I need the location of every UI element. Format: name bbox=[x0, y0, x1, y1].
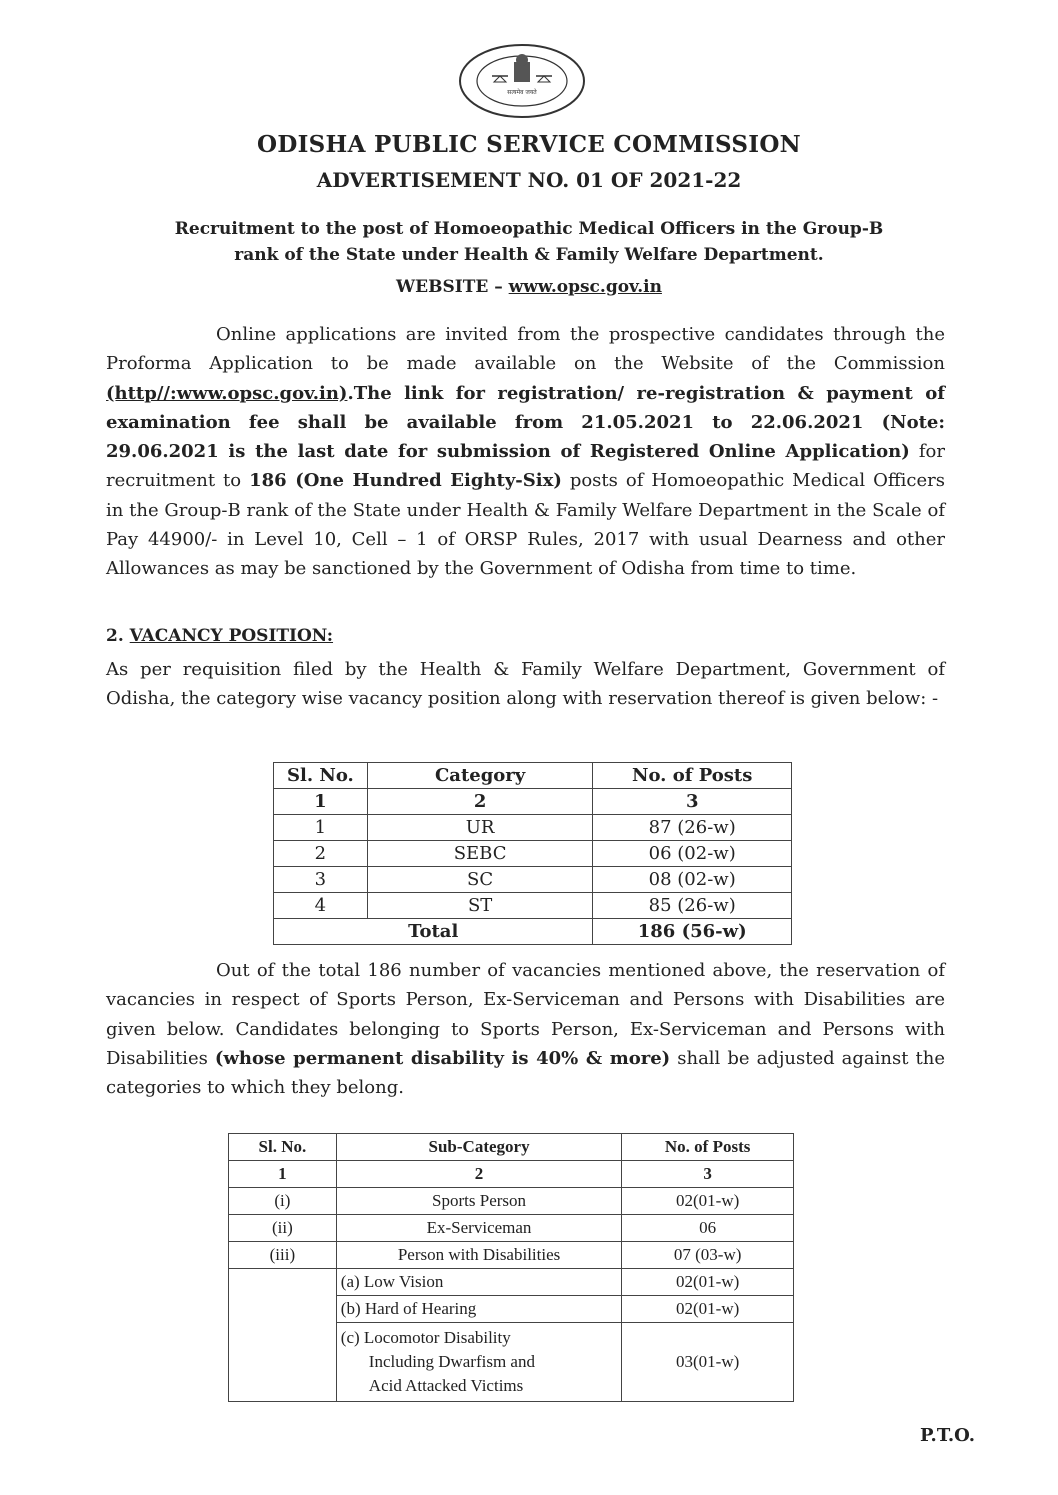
table-cell: 06 (02-w) bbox=[593, 841, 792, 867]
table-row bbox=[274, 867, 792, 893]
intro-text-1: Online applications are invited from the prospective candidates through the Proforma Application to be made available on the Website of the Commission bbox=[106, 324, 945, 375]
total-label: Total bbox=[274, 919, 593, 945]
table-cell: 03(01-w) bbox=[622, 1323, 794, 1402]
table-cell-empty bbox=[229, 1269, 337, 1402]
pto-label: P.T.O. bbox=[920, 1425, 976, 1446]
subject-line-2: rank of the State under Health & Family Welfare Department. bbox=[234, 245, 824, 265]
numbering-cell: 2 bbox=[367, 789, 593, 815]
commission-seal-icon bbox=[456, 42, 588, 120]
table-cell: 3 bbox=[274, 867, 368, 893]
advertisement-number: ADVERTISEMENT NO. 01 OF 2021-22 bbox=[316, 168, 742, 192]
table-total-row bbox=[274, 919, 792, 945]
table-header-row bbox=[274, 763, 792, 789]
table-cell: 06 bbox=[622, 1215, 794, 1242]
section-title: VACANCY POSITION: bbox=[129, 626, 334, 646]
sub-line: Including Dwarfism and bbox=[368, 1352, 535, 1371]
numbering-cell: 3 bbox=[593, 789, 792, 815]
table-row bbox=[274, 893, 792, 919]
table-cell: 07 (03-w) bbox=[622, 1242, 794, 1269]
reservation-paragraph bbox=[106, 956, 945, 1102]
table-numbering-row bbox=[274, 789, 792, 815]
header-cell: No. of Posts bbox=[622, 1134, 794, 1161]
table-cell: (b) Hard of Hearing bbox=[336, 1296, 622, 1323]
website-label: WEBSITE – bbox=[396, 277, 509, 297]
table-cell: 1 bbox=[274, 815, 368, 841]
table-cell: (iii) bbox=[229, 1242, 337, 1269]
table-cell: 87 (26-w) bbox=[593, 815, 792, 841]
header-cell: No. of Posts bbox=[593, 763, 792, 789]
table-cell: SC bbox=[367, 867, 593, 893]
numbering-cell: 2 bbox=[336, 1161, 622, 1188]
table-cell: 4 bbox=[274, 893, 368, 919]
table-cell: Sports Person bbox=[336, 1188, 622, 1215]
reservation-text-2: (whose permanent disability is 40% & more) bbox=[214, 1047, 671, 1069]
table-cell: 85 (26-w) bbox=[593, 893, 792, 919]
table-cell: ST bbox=[367, 893, 593, 919]
table-header-row bbox=[229, 1134, 794, 1161]
table-row bbox=[229, 1269, 794, 1296]
table-cell: (i) bbox=[229, 1188, 337, 1215]
section-heading bbox=[106, 626, 333, 646]
page-title: ODISHA PUBLIC SERVICE COMMISSION bbox=[256, 131, 801, 158]
reservation-text-1: Out of the total 186 number of vacancies mentioned above, the reservation of vacancies in respect of Sports Person, Ex-Serviceman and Persons with Disabilities are given below. Candidates belonging to Sports Person, Ex-Serviceman and Persons with Disabilities bbox=[106, 960, 945, 1069]
table-cell: UR bbox=[367, 815, 593, 841]
section-paragraph: As per requisition filed by the Health & Family Welfare Department, Government of Odisha, the category wise vacancy position along with reservation thereof is given below: - bbox=[106, 659, 945, 710]
table-row bbox=[274, 815, 792, 841]
table-cell: 02(01-w) bbox=[622, 1269, 794, 1296]
table-row bbox=[229, 1188, 794, 1215]
subject-line-1: Recruitment to the post of Homoeopathic Medical Officers in the Group-B bbox=[174, 219, 884, 239]
table-cell: (a) Low Vision bbox=[336, 1269, 622, 1296]
table-cell: Ex-Serviceman bbox=[336, 1215, 622, 1242]
reservation-text-3: shall be adjusted against the categories to which they belong. bbox=[106, 1047, 945, 1099]
table-row bbox=[274, 841, 792, 867]
intro-text-2: .The link for registration/ re-registration & payment of examination fee shall be available from 21.05.2021 to 22.06.2021 (Note: 29.06.2021 is the last date for submission of Registered Online Application) bbox=[106, 382, 945, 463]
numbering-cell: 3 bbox=[622, 1161, 794, 1188]
website-line bbox=[90, 277, 968, 297]
sub-line: Acid Attacked Victims bbox=[368, 1376, 524, 1395]
section-number: 2. bbox=[106, 626, 130, 646]
table-row bbox=[229, 1242, 794, 1269]
header-cell: Sl. No. bbox=[274, 763, 368, 789]
table-cell: Person with Disabilities bbox=[336, 1242, 622, 1269]
table-cell: 02(01-w) bbox=[622, 1188, 794, 1215]
intro-text-3: for recruitment to bbox=[106, 441, 945, 492]
vacancy-table bbox=[273, 762, 792, 945]
total-value: 186 (56-w) bbox=[593, 919, 792, 945]
sub-line: (c) Locomotor Disability bbox=[340, 1328, 511, 1347]
intro-text-5: posts of Homoeopathic Medical Officers in the Group-B rank of the State under Health & Family Welfare Department in the Scale of Pay 44900/- in Level 10, Cell – 1 of ORSP Rules, 2017 with usual Dearness and other Allowances as may be sanctioned by the Government of Odisha from time to time. bbox=[106, 470, 945, 580]
table-cell: 08 (02-w) bbox=[593, 867, 792, 893]
table-cell bbox=[336, 1323, 622, 1402]
table-cell: 02(01-w) bbox=[622, 1296, 794, 1323]
header-cell: Sub-Category bbox=[336, 1134, 622, 1161]
table-cell: 2 bbox=[274, 841, 368, 867]
table-numbering-row bbox=[229, 1161, 794, 1188]
intro-text-4: 186 (One Hundred Eighty-Six) bbox=[249, 470, 562, 492]
website-link[interactable]: www.opsc.gov.in bbox=[508, 277, 662, 297]
intro-link[interactable]: (http//:www.opsc.gov.in) bbox=[106, 382, 348, 404]
table-cell: SEBC bbox=[367, 841, 593, 867]
subcategory-table bbox=[228, 1133, 794, 1402]
intro-paragraph bbox=[106, 320, 945, 584]
table-cell: (ii) bbox=[229, 1215, 337, 1242]
numbering-cell: 1 bbox=[274, 789, 368, 815]
table-row bbox=[229, 1215, 794, 1242]
svg-text:सत्यमेव जयते: सत्यमेव जयते bbox=[507, 89, 537, 96]
header-cell: Category bbox=[367, 763, 593, 789]
header-cell: Sl. No. bbox=[229, 1134, 337, 1161]
numbering-cell: 1 bbox=[229, 1161, 337, 1188]
